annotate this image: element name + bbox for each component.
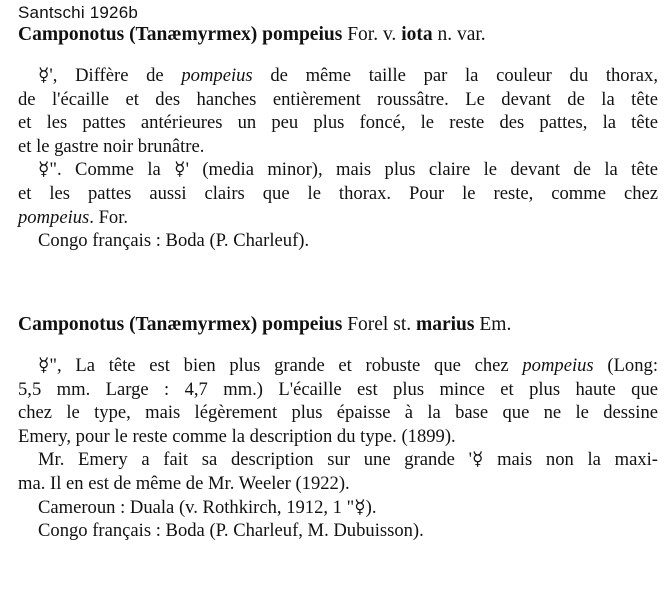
text-span: Mr. Emery a fait sa description sur une grande '☿ mais non la maxi- [38, 449, 658, 471]
text-span: ma. Il en est de même de Mr. Weeler (1922). [18, 472, 350, 494]
section-heading-marius [18, 314, 511, 336]
text-span: de l'écaille et des hanches entièrement roussâtre. Le devant de la tête [18, 88, 658, 110]
text-line [18, 519, 658, 543]
section-heading-iota [18, 24, 486, 46]
text-span: ☿', Diffère de [38, 65, 182, 86]
heading-taxon: iota [401, 24, 433, 45]
heading-status: Em. [479, 314, 512, 335]
description-paragraph-iota [18, 64, 658, 253]
text-span: . For. [89, 206, 129, 228]
source-label: Santschi 1926b [18, 3, 138, 22]
text-span: Congo français : Boda (P. Charleuf). [38, 230, 310, 252]
text-span: 5,5 mm. Large : 4,7 mm.) L'écaille est plus mince et plus haute que [18, 378, 658, 400]
text-line [18, 472, 658, 496]
text-line [18, 229, 658, 253]
text-line [18, 425, 658, 449]
text-line [18, 206, 658, 230]
italic-text: pompeius [522, 355, 594, 376]
heading-status: n. var. [437, 24, 486, 45]
text-span: et les pattes antérieures un peu plus foncé, le reste des pattes, la tête [18, 112, 658, 134]
text-span: Congo français : Boda (P. Charleuf, M. Dubuisson). [38, 520, 424, 542]
heading-author: Forel st. [347, 314, 412, 335]
text-line [18, 158, 658, 182]
text-span: ☿". Comme la ☿' (media minor), mais plus claire le devant de la tête [38, 159, 658, 181]
text-line [18, 378, 658, 402]
text-line [18, 135, 658, 159]
text-line [18, 64, 658, 88]
text-span: et le gastre noir brunâtre. [18, 135, 205, 157]
text-span: (Long: [593, 355, 658, 376]
text-line [18, 111, 658, 135]
heading-taxon: marius [415, 314, 475, 335]
description-paragraph-marius [18, 354, 658, 543]
text-line [18, 496, 658, 520]
italic-text: pompeius [18, 206, 90, 228]
text-line [18, 401, 658, 425]
italic-text: pompeius [181, 65, 253, 86]
text-line [18, 354, 658, 378]
text-line [18, 182, 658, 206]
text-span: et les pattes aussi clairs que le thorax. Pour le reste, comme chez [18, 182, 658, 204]
text-span: Emery, pour le reste comme la description du type. (1899). [18, 425, 456, 447]
text-span: de même taille par la couleur du thorax, [252, 65, 658, 86]
text-line [18, 88, 658, 112]
text-span: chez le type, mais légèrement plus épaisse à la base que ne le dessine [18, 402, 658, 424]
heading-genus: Camponotus (Tanæmyrmex) pompeius [18, 24, 343, 45]
text-span: Cameroun : Duala (v. Rothkirch, 1912, 1 "☿). [38, 496, 377, 518]
heading-author: For. v. [347, 24, 397, 45]
text-span: ☿", La tête est bien plus grande et robuste que chez [38, 355, 523, 376]
text-line [18, 448, 658, 472]
heading-genus: Camponotus (Tanæmyrmex) pompeius [18, 314, 343, 335]
